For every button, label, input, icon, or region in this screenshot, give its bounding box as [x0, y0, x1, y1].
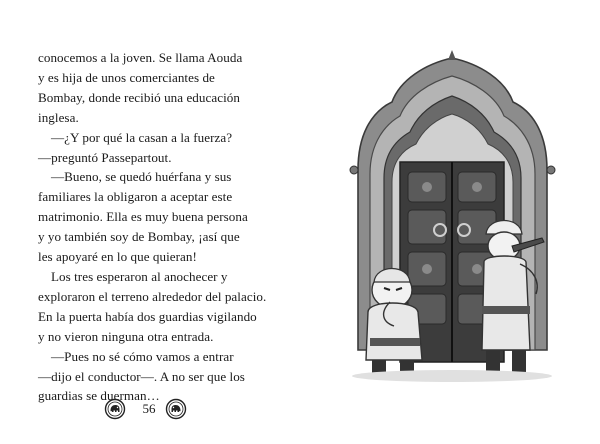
- text-line: guardias se duerman…: [38, 388, 160, 404]
- text-line: conocemos a la joven. Se llama Aouda: [38, 50, 243, 65]
- elephant-medallion-icon: [104, 398, 126, 420]
- text-line: familiares la obligaron a aceptar este: [38, 189, 233, 205]
- text-line: y es hija de unos comerciantes de: [38, 69, 215, 85]
- ground-shadow: [352, 370, 552, 382]
- elephant-medallion-icon: [165, 398, 187, 420]
- text-line: y no vieron ninguna otra entrada.: [38, 328, 214, 344]
- text-line: En la puerta había dos guardias vigilando: [38, 308, 257, 324]
- text-line: exploraron el terreno alrededor del palacio.: [38, 288, 267, 304]
- body-text: [38, 48, 274, 406]
- page-footer: [0, 398, 310, 422]
- text-line: Los tres esperaron al anochecer y: [51, 268, 228, 284]
- text-line: y yo también soy de Bombay, ¡así que: [38, 229, 240, 245]
- text-line: matrimonio. Ella es muy buena persona: [38, 209, 248, 225]
- text-line: —dijo el conductor—. A no ser que los: [38, 368, 245, 384]
- text-line: —¿Y por qué la casan a la fuerza?: [51, 129, 233, 145]
- text-line: —Bueno, se quedó huérfana y sus: [51, 169, 232, 185]
- text-line: —Pues no sé cómo vamos a entrar: [51, 348, 234, 364]
- page-number: 56: [142, 401, 156, 416]
- text-line: Bombay, donde recibió una educación: [38, 89, 240, 105]
- palace-door-with-guards-illustration: [330, 50, 575, 390]
- text-line: inglesa.: [38, 109, 79, 125]
- text-line: —preguntó Passepartout.: [38, 149, 172, 165]
- text-line: les apoyaré en lo que quieran!: [38, 249, 197, 265]
